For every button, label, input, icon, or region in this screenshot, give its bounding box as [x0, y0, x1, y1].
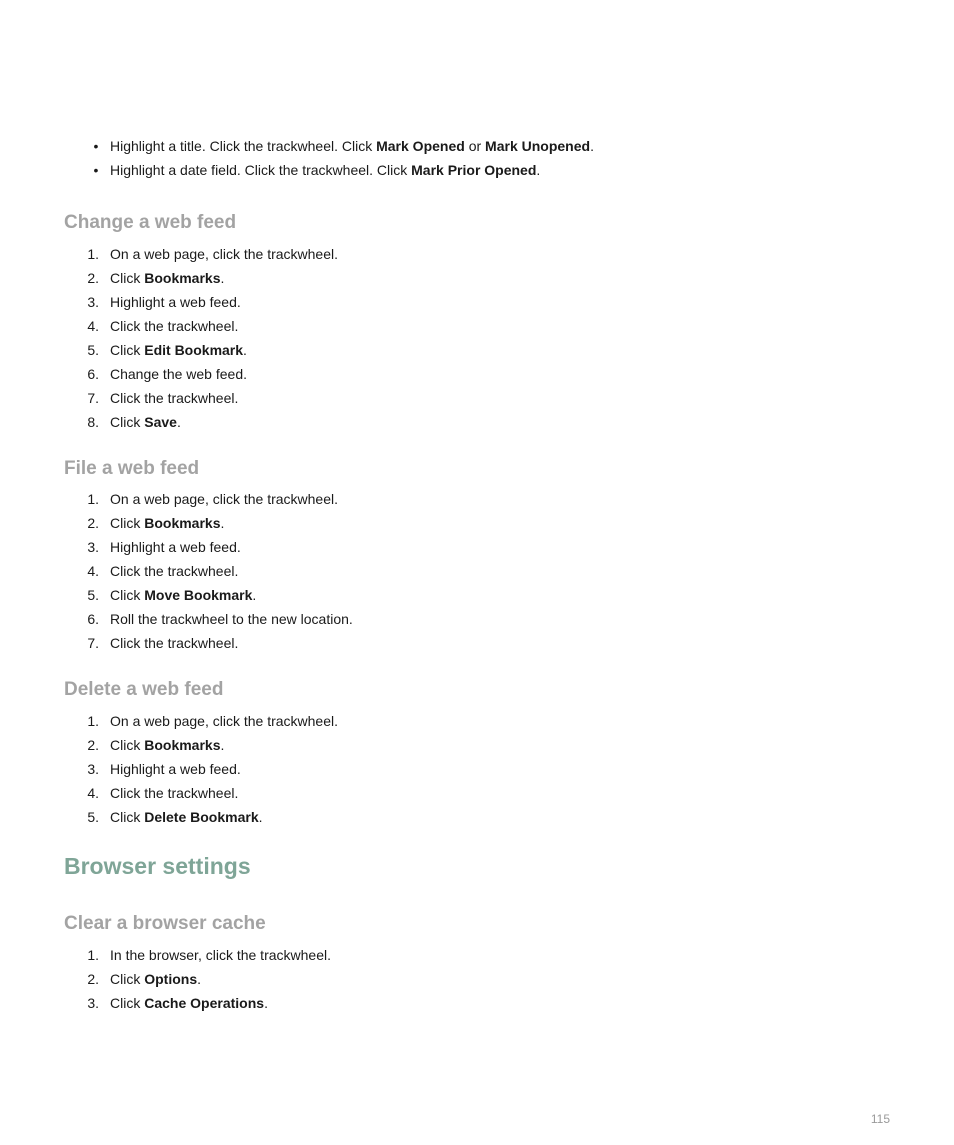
- section-heading-clear-cache: Clear a browser cache: [64, 913, 266, 934]
- step-item: [0, 584, 954, 608]
- step-number: 3.: [87, 294, 99, 310]
- step-text: [110, 488, 338, 510]
- text-run: Highlight a title. Click the trackwheel. Click: [110, 138, 377, 154]
- step-text: [110, 584, 256, 606]
- text-run: .: [197, 971, 202, 987]
- step-number: 1.: [87, 947, 99, 963]
- step-number: 3.: [87, 995, 99, 1011]
- text-run: .: [590, 138, 594, 154]
- step-item: [0, 806, 954, 830]
- step-number: 7.: [87, 390, 99, 406]
- step-number: 6.: [87, 366, 99, 382]
- text-run: Highlight a web feed.: [110, 294, 241, 310]
- bold-term: Mark Opened: [376, 138, 465, 154]
- step-number: 1.: [87, 246, 99, 262]
- step-text: [110, 968, 201, 990]
- step-item: [0, 411, 954, 435]
- text-run: .: [536, 162, 541, 178]
- page-number: 115: [870, 1112, 890, 1126]
- step-number: 3.: [87, 539, 99, 555]
- step-number: 7.: [87, 635, 99, 651]
- text-run: .: [252, 587, 257, 603]
- steps-delete-web-feed: [0, 710, 954, 830]
- bold-term: Save: [144, 414, 177, 430]
- step-item: [0, 488, 954, 512]
- steps-file-web-feed: [0, 488, 954, 656]
- bullet-item: [0, 159, 954, 183]
- step-number: 8.: [87, 414, 99, 430]
- step-item: [0, 734, 954, 758]
- text-run: Change the web feed.: [110, 366, 247, 382]
- text-run: .: [264, 995, 268, 1011]
- bullet-text: [110, 159, 540, 181]
- bullet-text: [110, 135, 594, 157]
- step-item: [0, 710, 954, 734]
- step-item: [0, 968, 954, 992]
- steps-change-web-feed: [0, 243, 954, 435]
- text-run: Click: [110, 971, 145, 987]
- step-text: [110, 632, 238, 654]
- step-number: 1.: [87, 491, 99, 507]
- step-item: [0, 315, 954, 339]
- text-run: .: [176, 414, 181, 430]
- step-item: [0, 512, 954, 536]
- step-number: 2.: [87, 971, 99, 987]
- text-run: Click: [110, 270, 145, 286]
- step-item: [0, 267, 954, 291]
- steps-clear-cache: [0, 944, 954, 1016]
- step-item: [0, 243, 954, 267]
- bold-term: Bookmarks: [144, 737, 221, 753]
- step-text: [110, 758, 241, 780]
- text-run: On a web page, click the trackwheel.: [110, 491, 339, 507]
- text-run: .: [243, 342, 247, 358]
- step-item: [0, 992, 954, 1016]
- text-run: Highlight a web feed.: [110, 539, 241, 555]
- bold-term: Bookmarks: [144, 515, 221, 531]
- bold-term: Mark Unopened: [485, 138, 591, 154]
- step-item: [0, 363, 954, 387]
- chapter-heading-browser-settings: Browser settings: [64, 853, 251, 879]
- text-run: .: [258, 809, 263, 825]
- step-text: [110, 411, 181, 433]
- text-run: In the browser, click the trackwheel.: [110, 947, 331, 963]
- step-item: [0, 339, 954, 363]
- text-run: Click: [110, 995, 145, 1011]
- step-number: 2.: [87, 737, 99, 753]
- text-run: Highlight a web feed.: [110, 761, 241, 777]
- step-item: [0, 387, 954, 411]
- step-text: [110, 315, 238, 337]
- step-text: [110, 992, 268, 1014]
- text-run: Click the trackwheel.: [110, 563, 239, 579]
- text-run: Click: [110, 515, 145, 531]
- step-number: 4.: [87, 318, 99, 334]
- step-item: [0, 758, 954, 782]
- step-text: [110, 806, 263, 828]
- text-run: Click: [110, 414, 145, 430]
- bold-term: Options: [144, 971, 198, 987]
- bullet-list: [0, 135, 954, 183]
- step-item: [0, 632, 954, 656]
- text-run: .: [220, 737, 225, 753]
- section-heading-file-web-feed: File a web feed: [64, 458, 200, 479]
- step-item: [0, 608, 954, 632]
- step-text: [110, 608, 353, 630]
- text-run: Click the trackwheel.: [110, 318, 239, 334]
- section-heading-change-web-feed: Change a web feed: [64, 212, 237, 233]
- step-number: 4.: [87, 785, 99, 801]
- step-text: [110, 243, 338, 265]
- text-run: Click the trackwheel.: [110, 390, 239, 406]
- text-run: On a web page, click the trackwheel.: [110, 713, 339, 729]
- step-number: 5.: [87, 587, 99, 603]
- bold-term: Delete Bookmark: [144, 809, 259, 825]
- text-run: .: [220, 270, 225, 286]
- step-text: [110, 710, 338, 732]
- bullet-glyph: •: [93, 138, 99, 154]
- step-text: [110, 267, 224, 289]
- step-text: [110, 387, 238, 409]
- text-run: Roll the trackwheel to the new location.: [110, 611, 353, 627]
- step-text: [110, 339, 247, 361]
- step-text: [110, 291, 241, 313]
- step-text: [110, 782, 238, 804]
- step-number: 5.: [87, 809, 99, 825]
- step-number: 6.: [87, 611, 99, 627]
- text-run: Highlight a date field. Click the trackwheel. Click: [110, 162, 412, 178]
- step-number: 5.: [87, 342, 99, 358]
- bold-term: Mark Prior Opened: [411, 162, 537, 178]
- bold-term: Cache Operations: [144, 995, 265, 1011]
- text-run: On a web page, click the trackwheel.: [110, 246, 339, 262]
- bold-term: Move Bookmark: [144, 587, 253, 603]
- step-number: 1.: [87, 713, 99, 729]
- bullet-glyph: •: [93, 162, 99, 178]
- step-item: [0, 782, 954, 806]
- text-run: Click: [110, 809, 145, 825]
- step-text: [110, 560, 238, 582]
- step-item: [0, 560, 954, 584]
- step-item: [0, 944, 954, 968]
- step-text: [110, 734, 224, 756]
- step-number: 3.: [87, 761, 99, 777]
- step-text: [110, 512, 224, 534]
- step-text: [110, 944, 331, 966]
- step-text: [110, 363, 247, 385]
- step-item: [0, 536, 954, 560]
- text-run: Click the trackwheel.: [110, 635, 239, 651]
- text-run: Click: [110, 587, 145, 603]
- bold-term: Bookmarks: [144, 270, 221, 286]
- step-number: 4.: [87, 563, 99, 579]
- step-number: 2.: [87, 515, 99, 531]
- text-run: .: [220, 515, 225, 531]
- text-run: Click: [110, 737, 145, 753]
- step-text: [110, 536, 241, 558]
- bold-term: Edit Bookmark: [144, 342, 244, 358]
- text-run: or: [464, 138, 486, 154]
- text-run: Click: [110, 342, 145, 358]
- section-heading-delete-web-feed: Delete a web feed: [64, 679, 224, 700]
- bullet-item: [0, 135, 954, 159]
- step-item: [0, 291, 954, 315]
- step-number: 2.: [87, 270, 99, 286]
- text-run: Click the trackwheel.: [110, 785, 239, 801]
